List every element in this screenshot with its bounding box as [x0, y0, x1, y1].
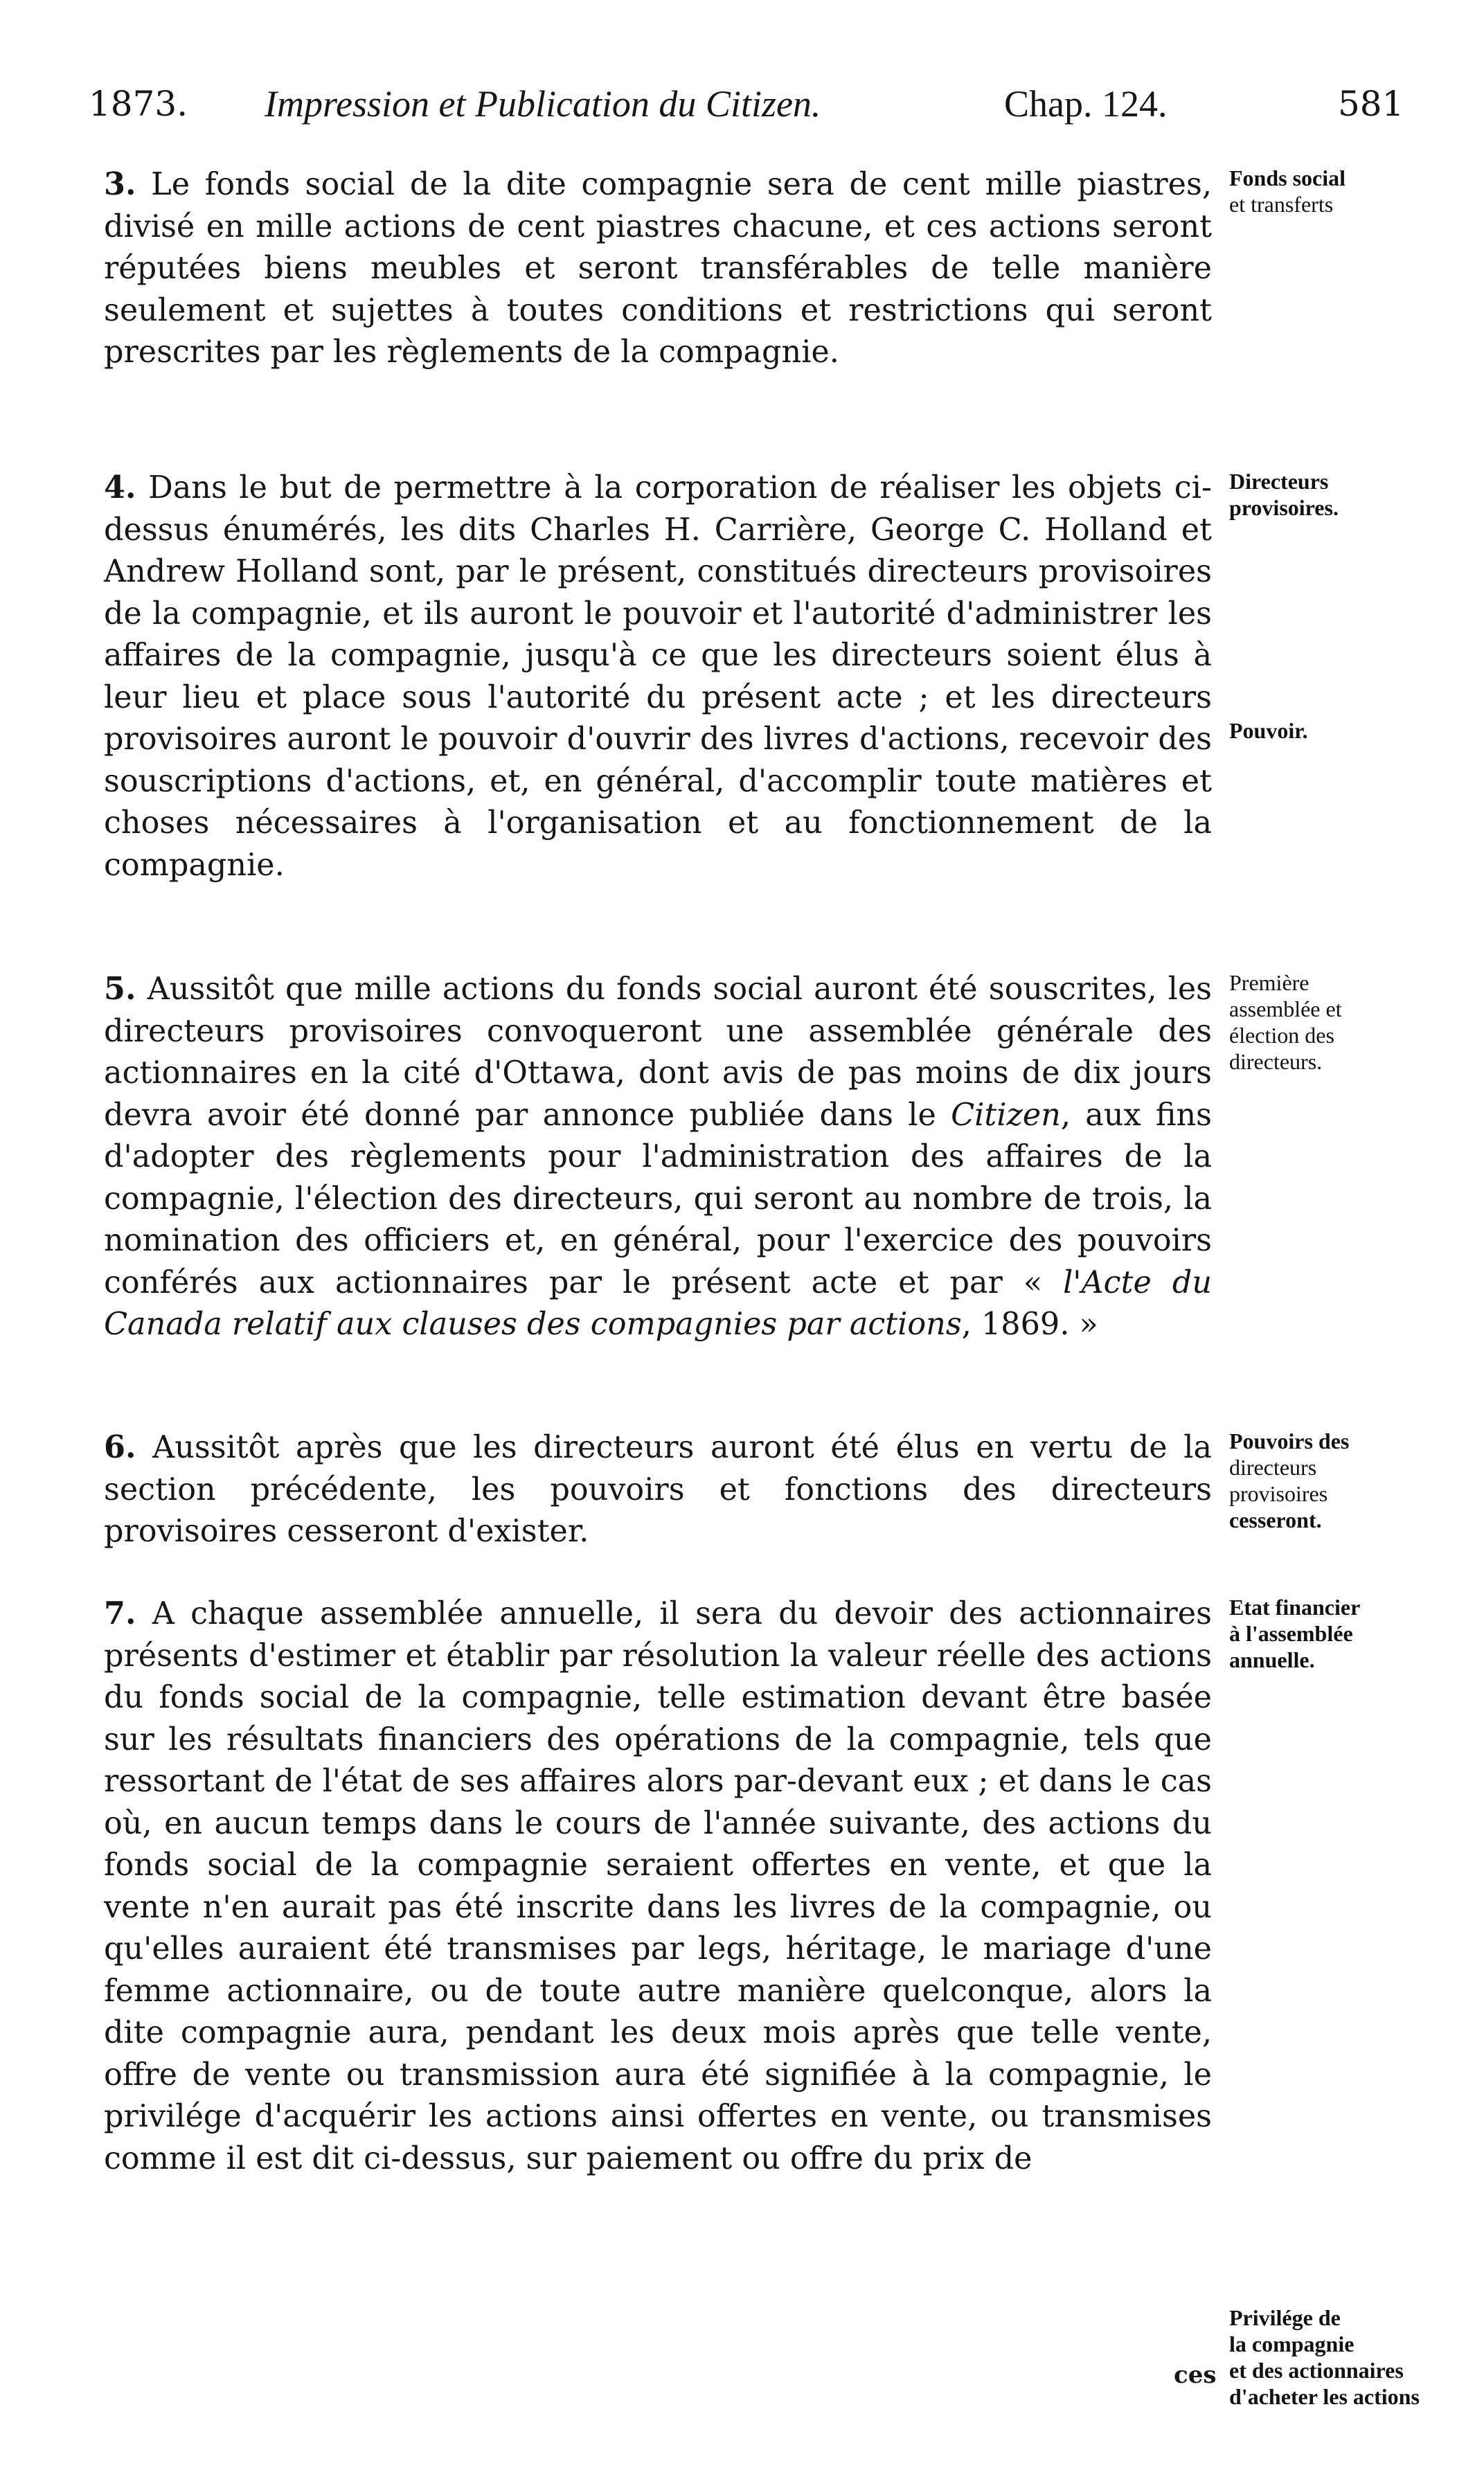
section-4-number: 4. — [104, 469, 136, 505]
margin-note-pouvoir — [1229, 717, 1385, 744]
section-3-text — [104, 163, 1212, 374]
margin-note-line: provisoires. — [1229, 495, 1339, 520]
section-5-body-b: , aux fins d'adopter des règlements pour l'administration des affaires de la compagnie, l'élection des directeurs, qui seront au nombre de trois, la nomination des officiers et, en général, pour l'exercice des pouvoirs conférés aux actionnaires par le présent acte et par « — [104, 1097, 1212, 1300]
catchword: ces — [1174, 2361, 1217, 2389]
margin-note-premiere-assemblee — [1229, 969, 1385, 1075]
header-year: 1873. — [89, 84, 188, 124]
running-header — [0, 76, 1484, 132]
margin-note-line: et transferts — [1229, 192, 1334, 217]
section-5-body-a: Aussitôt que mille actions du fonds social auront été souscrites, les directeurs provisoires convoqueront une assemblée générale des actionnaires en la cité d'Ottawa, dont avis de pas moins de dix jours devra avoir été donné par annonce publiée dans le — [104, 972, 1212, 1133]
margin-note-line: Pouvoirs des — [1229, 1429, 1350, 1453]
margin-note-line: Etat financier — [1229, 1595, 1361, 1620]
margin-note-line: directeurs — [1229, 1455, 1317, 1480]
header-title: Impression et Publication du Citizen. — [265, 83, 821, 125]
section-4-body: Dans le but de permettre à la corporation de réaliser les objets ci-dessus énumérés, les dits Charles H. Carrière, George C. Holland et Andrew Holland sont, par le présent, constitués directeurs provisoires de la compagnie, et ils auront le pouvoir et l'autorité d'administrer les affaires de la compagnie, jusqu'à ce que les directeurs soient élus à leur lieu et place sous l'autorité du présent acte ; et les directeurs provisoires auront le pouvoir d'ouvrir des livres d'actions, recevoir des souscriptions d'actions, et, en général, d'accomplir toute matières et choses nécessaires à l'organisation et au fonctionnement de la compagnie. — [104, 470, 1212, 883]
section-5-italic-citizen: Citizen — [951, 1097, 1061, 1133]
section-4-text — [104, 467, 1212, 886]
margin-note-line: cesseront. — [1229, 1507, 1322, 1532]
margin-note-pouvoirs-cesseront — [1229, 1428, 1385, 1533]
margin-note-line: Privilége de — [1229, 2305, 1341, 2330]
margin-note-line: élection des — [1229, 1023, 1334, 1048]
margin-note-line: et des actionnaires — [1229, 2358, 1404, 2383]
section-7-number: 7. — [104, 1595, 136, 1631]
section-3 — [104, 163, 1346, 425]
section-6-body: Aussitôt après que les directeurs auront été élus en vertu de la section précédente, les pouvoirs et fonctions des directeurs provisoires cesseront d'exister. — [104, 1430, 1212, 1549]
section-6 — [104, 1426, 1350, 1551]
header-chapter: Chap. 124. — [1004, 83, 1168, 125]
section-3-body: Le fonds social de la dite compagnie sera de cent mille piastres, divisé en mille actions de cent piastres chacune, et ces actions seront réputées biens meubles et seront transférables de telle manière seulement et sujettes à toutes conditions et restrictions qui seront prescrites par les règlements de la compagnie. — [104, 167, 1212, 370]
margin-note-line: provisoires — [1229, 1481, 1328, 1506]
margin-note-privilege — [1229, 2305, 1420, 2410]
section-7-body: A chaque assemblée annuelle, il sera du devoir des actionnaires présents d'estimer et établir par résolution la valeur réelle des actions du fonds social de la compagnie, telle estimation devant être basée sur les résultats financiers des opérations de la compagnie, tels que ressortant de l'état de ses affaires alors par-devant eux ; et dans le cas où, en aucun temps dans le cours de l'année suivante, des actions du fonds social de la compagnie seraient offertes en vente, et que la vente n'en aurait pas été inscrite dans les livres de la compagnie, ou qu'elles auraient été transmises par legs, héritage, le mariage d'une femme actionnaire, ou de toute autre manière quelconque, alors la dite compagnie aura, pendant les deux mois après que telle vente, offre de vente ou transmission aura été signifiée à la compagnie, le privilége d'acquérir les actions ainsi offertes en vente, ou transmises comme il est dit ci-dessus, sur paiement ou offre du prix de — [104, 1596, 1212, 2176]
section-6-text — [104, 1426, 1212, 1553]
section-4 — [104, 467, 1339, 927]
section-6-number: 6. — [104, 1429, 136, 1465]
margin-note-line: la compagnie — [1229, 2332, 1355, 2356]
section-7 — [104, 1593, 1420, 2437]
section-5-text — [104, 968, 1212, 1346]
margin-note-directeurs-provisoires — [1229, 468, 1385, 521]
margin-note-line: Première — [1229, 970, 1309, 995]
section-5-body-c: , 1869. » — [961, 1307, 1098, 1342]
section-3-number: 3. — [104, 166, 136, 202]
section-5-italic-acte: l'Acte du Canada relatif aux clauses des compagnies par actions — [104, 1264, 1212, 1342]
margin-note-line: Fonds social — [1229, 165, 1346, 190]
header-page-number: 581 — [1338, 84, 1404, 124]
margin-note-etat-financier — [1229, 1594, 1385, 1673]
margin-note-line: directeurs. — [1229, 1049, 1323, 1074]
margin-note-line: à l'assemblée — [1229, 1621, 1353, 1646]
body-text — [104, 163, 1420, 2479]
margin-note-line: d'acheter les actions — [1229, 2384, 1420, 2409]
section-7-text — [104, 1593, 1212, 2180]
margin-note-line: Pouvoir. — [1229, 718, 1308, 743]
section-5-number: 5. — [104, 971, 136, 1007]
margin-note-line: annuelle. — [1229, 1647, 1315, 1672]
margin-note-line: assemblée et — [1229, 996, 1342, 1021]
margin-note-fonds-social — [1229, 165, 1385, 217]
section-5 — [104, 968, 1342, 1385]
margin-note-line: Directeurs — [1229, 469, 1329, 494]
